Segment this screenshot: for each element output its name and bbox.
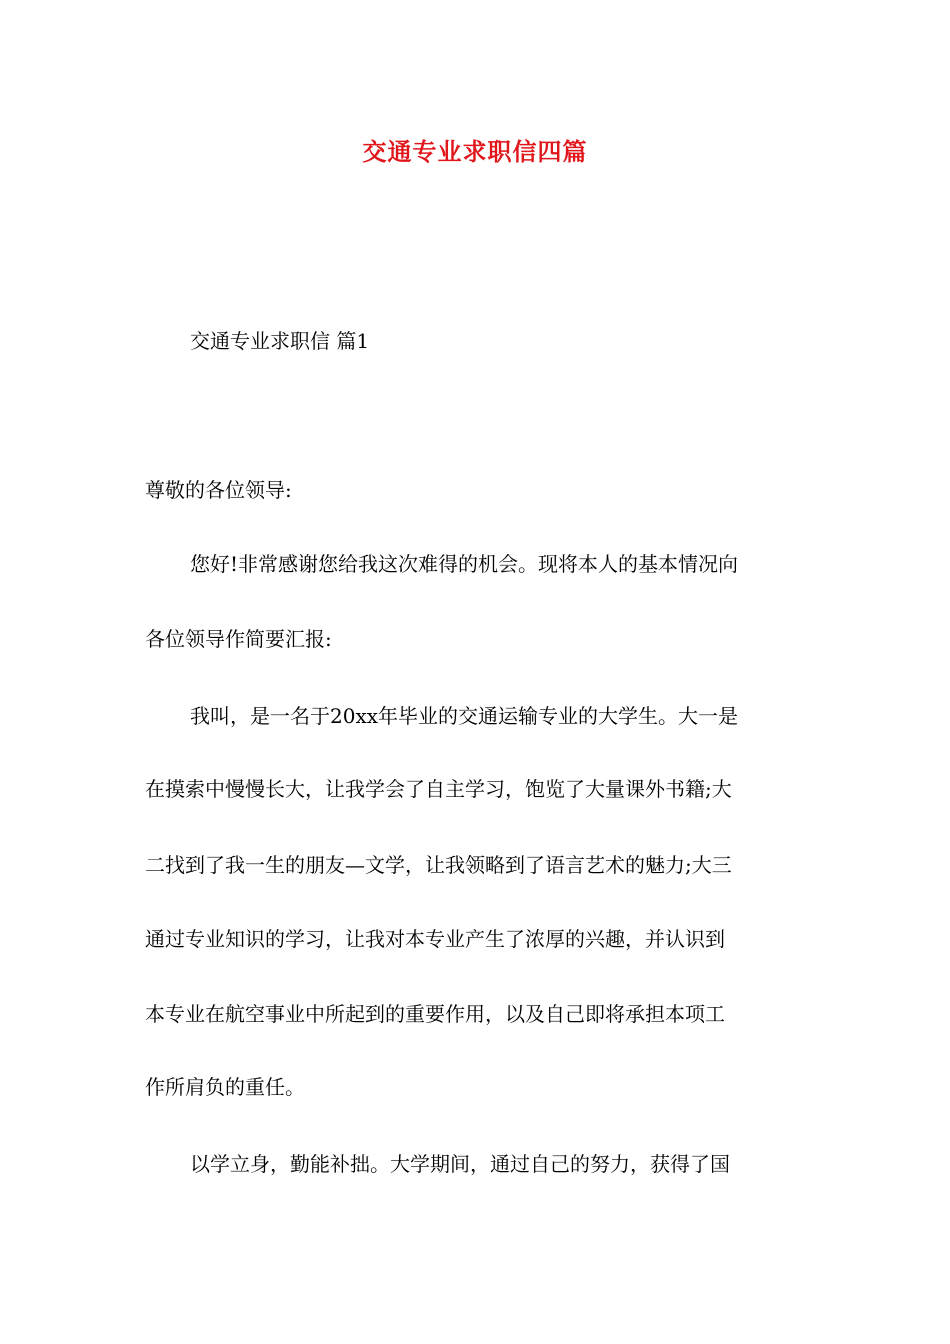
paragraph-line: 您好!非常感谢您给我这次难得的机会。现将本人的基本情况向 xyxy=(190,552,739,576)
salutation: 尊敬的各位领导: xyxy=(145,478,292,502)
document-title: 交通专业求职信四篇 xyxy=(362,137,588,166)
paragraph-line: 本专业在航空事业中所起到的重要作用，以及自己即将承担本项工 xyxy=(145,1002,725,1026)
section-heading: 交通专业求职信 篇1 xyxy=(190,329,370,353)
paragraph-line: 以学立身，勤能补拙。大学期间，通过自己的努力，获得了国 xyxy=(190,1152,730,1176)
paragraph-line: 在摸索中慢慢长大，让我学会了自主学习，饱览了大量课外书籍;大 xyxy=(145,777,732,801)
paragraph-line: 二找到了我一生的朋友—文学，让我领略到了语言艺术的魅力;大三 xyxy=(145,853,732,877)
paragraph-line: 通过专业知识的学习，让我对本专业产生了浓厚的兴趣，并认识到 xyxy=(145,927,725,951)
paragraph-line: 各位领导作简要汇报: xyxy=(145,627,332,651)
paragraph-line: 我叫，是一名于20xx年毕业的交通运输专业的大学生。大一是 xyxy=(190,704,739,728)
paragraph-line: 作所肩负的重任。 xyxy=(145,1075,305,1099)
